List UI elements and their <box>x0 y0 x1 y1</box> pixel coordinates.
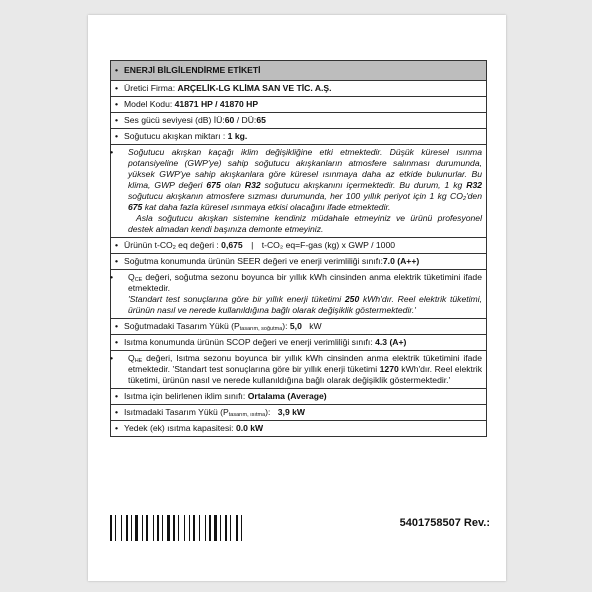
qhe-row: • $Q_{HE}$ değeri, Isıtma sezonu boyunca bir yıllık kWh cinsinden anma elektrik tüketimini ifade etmektedir. 'Standart test sonuçlarına göre bir yıllık enerji tüketimi 1270 kWh'dır. Reel elektrik tüketimi, ürünün nasıl ve nerede kullanıldığına bağlı olarak değişiklik göstermektedir.' <box>111 351 486 389</box>
model-row: • Model Kodu: 41871 HP / 41870 HP <box>111 97 486 113</box>
co2-row: • Ürünün $t-CO_2$ eq değeri : 0,675 | t-CO₂ eq=F-gas (kg) x GWP / 1000 <box>111 238 486 254</box>
scop-row: • Isıtma konumunda ürünün SCOP değeri ve enerji verimliliği sınıfı: 4.3 (A+) <box>111 335 486 351</box>
refrigerant-amount-row: • Soğutucu akışkan miktarı : 1 kg. <box>111 129 486 145</box>
barcode-image <box>110 515 278 541</box>
manufacturer-value: ARÇELİK-LG KLİMA SAN VE TİC. A.Ş. <box>177 83 332 93</box>
energy-info-table <box>110 60 487 437</box>
label-title-row: • ENERJİ BİLGİLENDİRME ETİKETİ <box>111 61 486 81</box>
manufacturer-row: • Üretici Firma: ARÇELİK-LG KLİMA SAN VE TİC. A.Ş. <box>111 81 486 97</box>
refrigerant-warning-row: • Soğutucu akışkan kaçağı iklim değişikliğine etki etmektedir. Düşük küresel ısınma potansiyeline (GWP'ye) sahip soğutucu akışkanların atmosfere salınması durumunda, yüksek GWP'ye sahip akışkanlara göre küresel ısınmaya daha az etkide bulunurlar. Bu klima, GWP değeri 675 olan R32 soğutucu akışkanını içermektedir. Bu durum, 1 kg R32 soğutucu akışkanın atmosfere sızması durumunda, her 100 yıllık periyot için 1 kg $CO_2'den$ 675 kat daha fazla küresel ısınmaya etkisi olacağını ifade etmektedir. Asla soğutucu akışkan sistemine kendiniz müdahale etmeyiniz ve ürünü profesyonel destek almadan kendi başınıza demonte etmeyiniz. <box>111 145 486 238</box>
energy-label-sheet <box>88 15 506 581</box>
sound-row: • Ses gücü seviyesi (dB) İÜ:60 / DÜ:65 <box>111 113 486 129</box>
qce-row: • $Q_{CE}$ değeri, soğutma sezonu boyunca bir yıllık kWh cinsinden anma elektrik tüketimini ifade etmektedir. 'Standart test sonuçlarına göre bir yıllık enerji tüketimi 250 kWh'dır. Reel elektrik tüketimi, ürünün nasıl ve nerede kullanıldığına bağlı olarak değişiklik göstermektedir.' <box>111 270 486 319</box>
serial-number: 5401758507 Rev.: <box>399 517 490 529</box>
model-value: 41871 HP / 41870 HP <box>174 99 259 109</box>
seer-row: • Soğutma konumunda ürünün SEER değeri ve enerji verimliliği sınıfı:7.0 (A++) <box>111 254 486 270</box>
pdesign-cooling-row: • Soğutmadaki Tasarım Yükü $(P_{tasarım, soğutma})$: 5,0 kW <box>111 319 486 335</box>
pdesign-heating-row: • Isıtmadaki Tasarım Yükü $(P_{tasarım, ısıtma})$: 3,9 kW <box>111 405 486 421</box>
label-title: ENERJİ BİLGİLENDİRME ETİKETİ <box>124 65 261 75</box>
climate-row: • Isıtma için belirlenen iklim sınıfı: Ortalama (Average) <box>111 389 486 405</box>
backup-heating-row: • Yedek (ek) ısıtma kapasitesi: 0.0 kW <box>115 423 264 433</box>
